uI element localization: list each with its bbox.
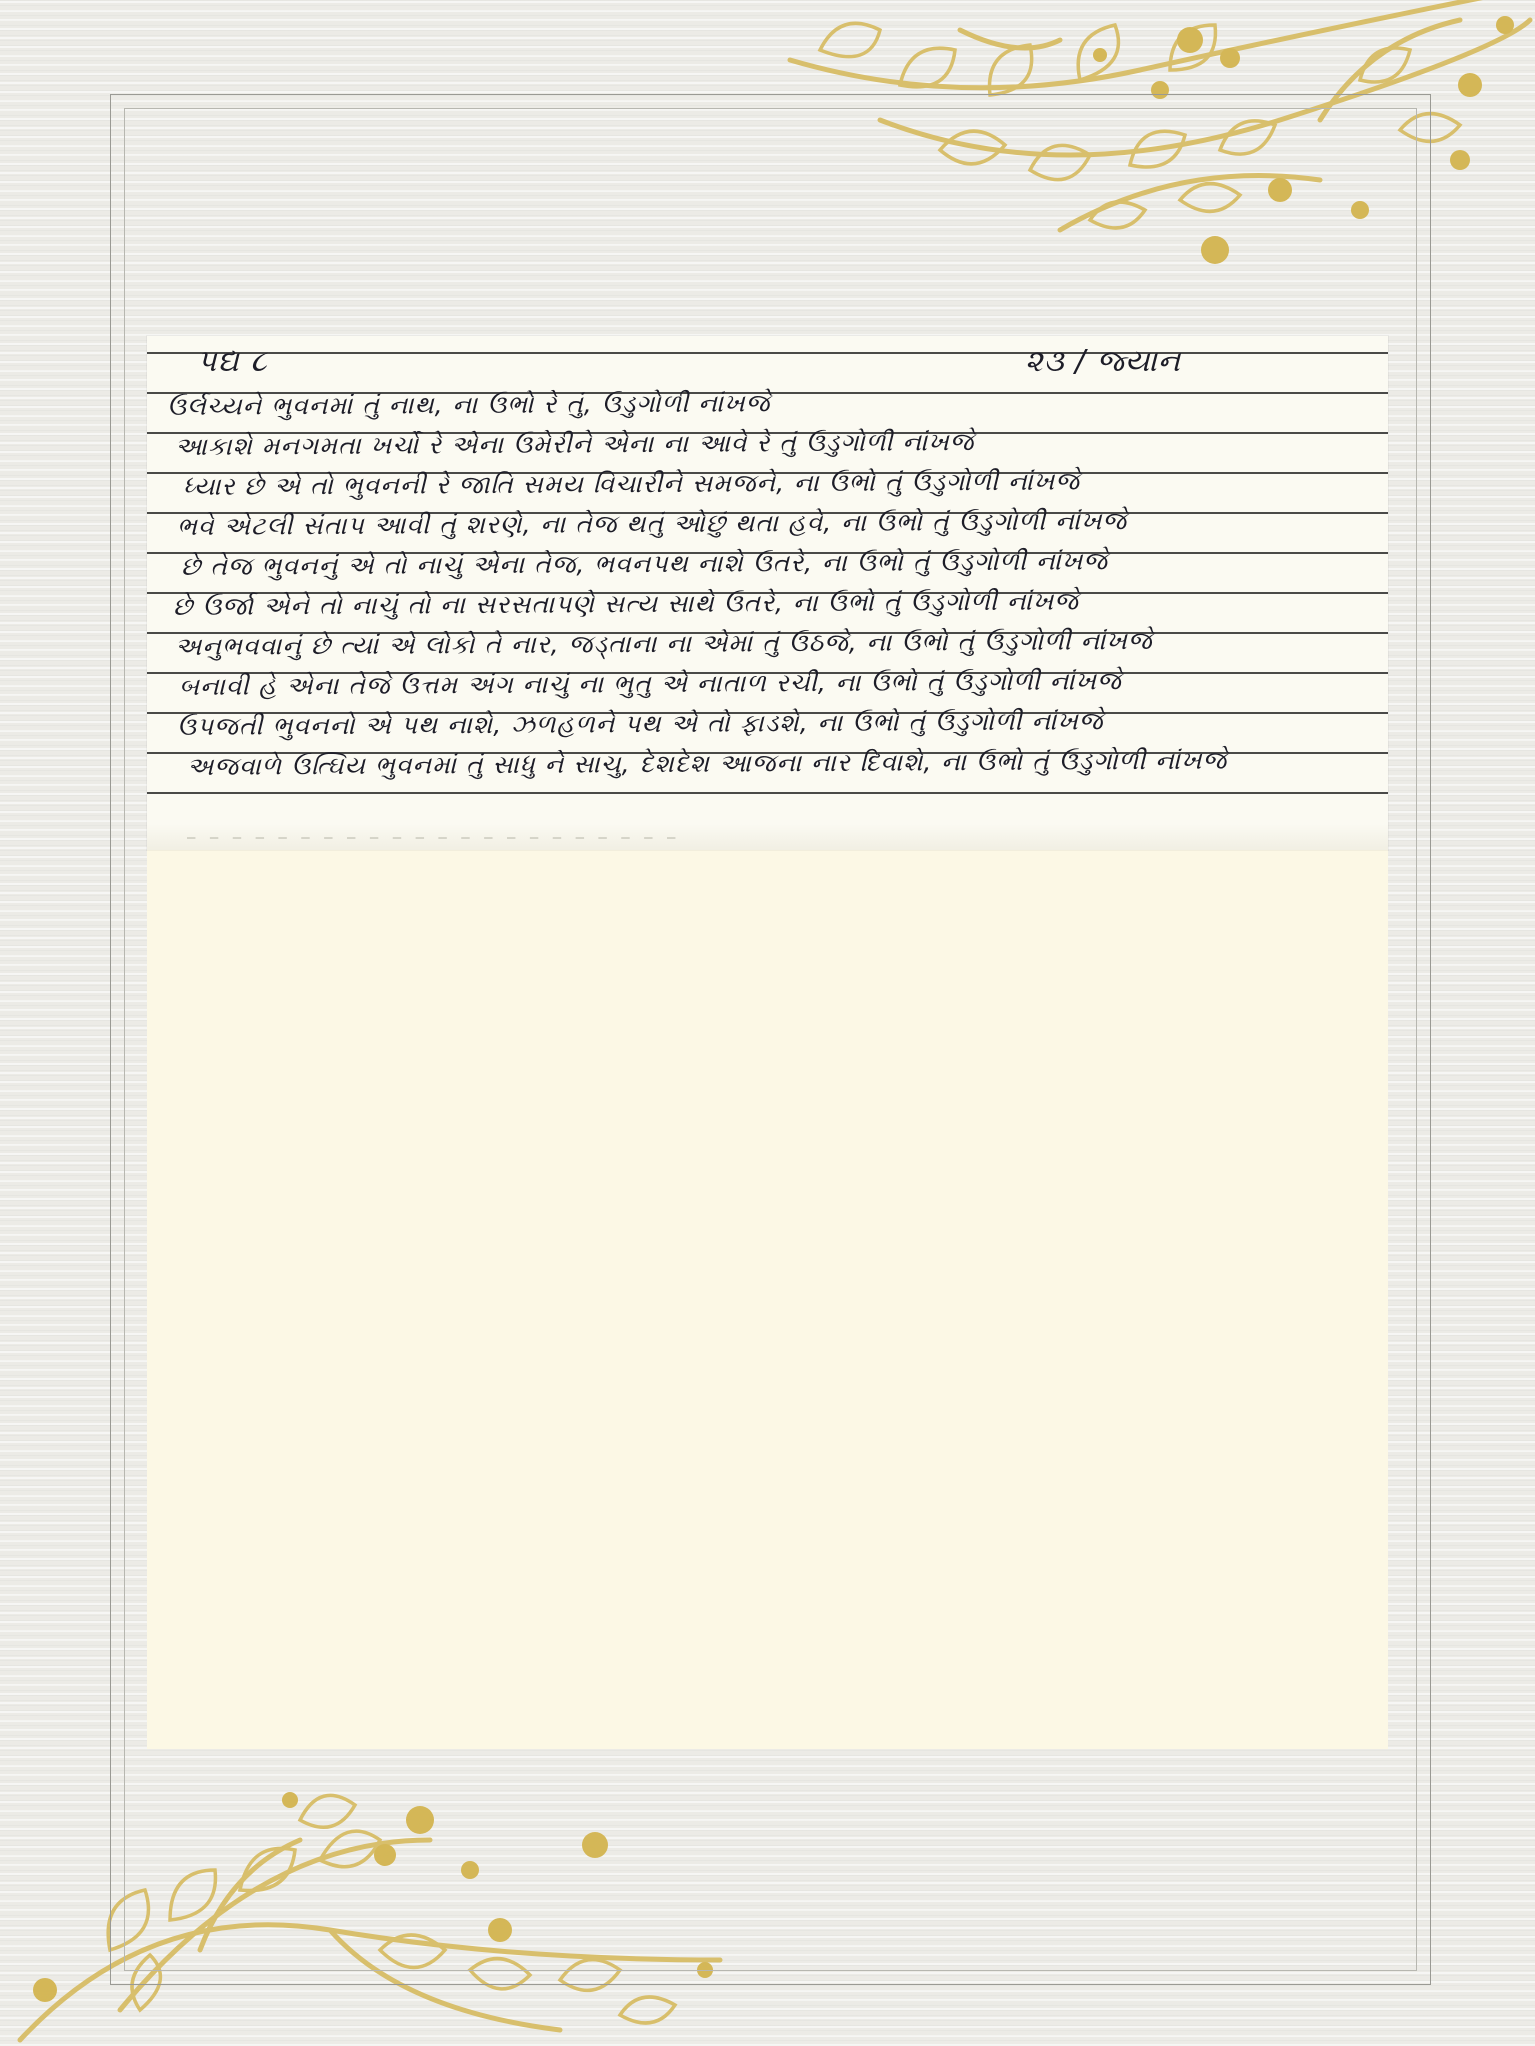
handwritten-line: અજવાળે ઉત્ઘિય ભુવનમાં તું સાધુ ને સાચુ, દેશદેશ આજના નાર દિવાશે, ના ઉભો તું ઉડુગોળી નાંખજે: [186, 745, 1228, 781]
ruled-line: [147, 352, 1388, 354]
handwritten-line: આકાશે મનગમતા ખર્ચો રે એના ઉમેરીને એના ના આવે રે તું ઉડુગોળી નાંખજે: [174, 427, 975, 461]
handwritten-line: છે ઉર્જા એને તો નાચું તો ના સરસતાપણે સત્ય સાથે ઉતરે, ના ઉભો તું ઉડુગોળી નાંખજે: [172, 586, 1079, 621]
poem-number-heading: પદ્ય ૮: [197, 344, 268, 379]
handwritten-line: બનાવી હે એના તેજે ઉત્તમ અંગ નાચું ના ભુતુ એ નાતાળ રચી, ના ઉભો તું ઉડુગોળી નાંખજે: [178, 666, 1122, 701]
handwritten-line: ઉર્લચ્યને ભુવનમાં તું નાથ, ના ઉભો રે તું, ઉડુગોળી નાંખજે: [166, 388, 771, 421]
handwritten-line: છે તેજ ભુવનનું એ તો નાચું એના તેજ, ભવનપથ નાશે ઉતરે, ના ઉભો તું ઉડુગોળી નાંખજે: [180, 546, 1109, 581]
date-heading: ૨૩ / જ્યાન: [1025, 344, 1182, 379]
handwritten-line: ધ્યાર છે એ તો ભુવનની રે જાતિ સમય વિચારીને સમજને, ના ઉભો તું ઉડુગોળી નાંખજે: [182, 466, 1081, 501]
handwritten-line: ભવે એટલી સંતાપ આવી તું શરણે, ના તેજ થતું ઓછું થતા હવે, ના ઉભો તું ઉડુગોળી નાંખજે: [176, 506, 1128, 541]
handwritten-line: અનુભવવાનું છે ત્યાં એ લોકો તે નાર, જડ્તાના ના એમાં તું ઉઠજે, ના ઉભો તું ઉડુગોળી નાંખજે: [174, 626, 1153, 661]
handwritten-line: ઉપજતી ભુવનનો એ પથ નાશે, ઝળહળને પથ એ તો ફાડશે, ના ઉભો તું ઉડુગોળી નાંખજે: [176, 706, 1104, 741]
faded-footer-text: — — — — — — — — — — — — — — — — — — — — — —: [187, 830, 679, 846]
ruled-line: [147, 792, 1388, 794]
handwritten-notebook-scan: [147, 336, 1388, 850]
